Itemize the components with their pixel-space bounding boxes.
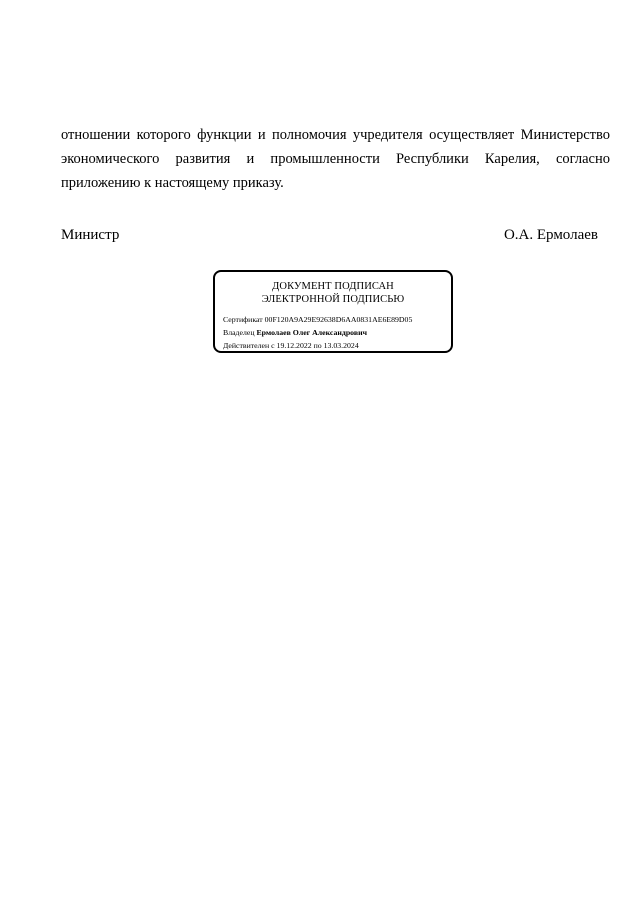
stamp-title-line-1: ДОКУМЕНТ ПОДПИСАН xyxy=(272,281,394,292)
signatory-title: Министр xyxy=(61,227,120,243)
certificate-label: Сертификат xyxy=(223,315,263,324)
stamp-owner-line xyxy=(223,326,443,339)
electronic-signature-stamp xyxy=(213,270,453,353)
valid-to-label: по xyxy=(313,341,322,350)
valid-from-label: с xyxy=(271,341,275,350)
certificate-value: 00F120A9A29E92638D6AA0831AE6E89D05 xyxy=(264,315,413,324)
valid-from-date: 19.12.2022 xyxy=(276,341,312,350)
stamp-title-line-2: ЭЛЕКТРОННОЙ ПОДПИСЬЮ xyxy=(261,294,405,305)
body-paragraph: отношении которого функции и полномочия учредителя осуществляет Министерство экономического развития и промышленности Республики Карелия, согласно приложению к настоящему приказу. xyxy=(61,127,610,191)
owner-label: Владелец xyxy=(223,328,255,337)
stamp-validity-line xyxy=(223,339,443,352)
signature-row xyxy=(61,227,598,244)
valid-label: Действителен xyxy=(223,341,270,350)
owner-value: Ермолаев Олег Александрович xyxy=(256,328,367,337)
signatory-name: О.А. Ермолаев xyxy=(503,227,598,243)
valid-to-date: 13.03.2024 xyxy=(323,341,359,350)
stamp-certificate-line xyxy=(223,313,443,326)
stamp-details xyxy=(223,313,443,352)
stamp-title xyxy=(223,280,443,306)
